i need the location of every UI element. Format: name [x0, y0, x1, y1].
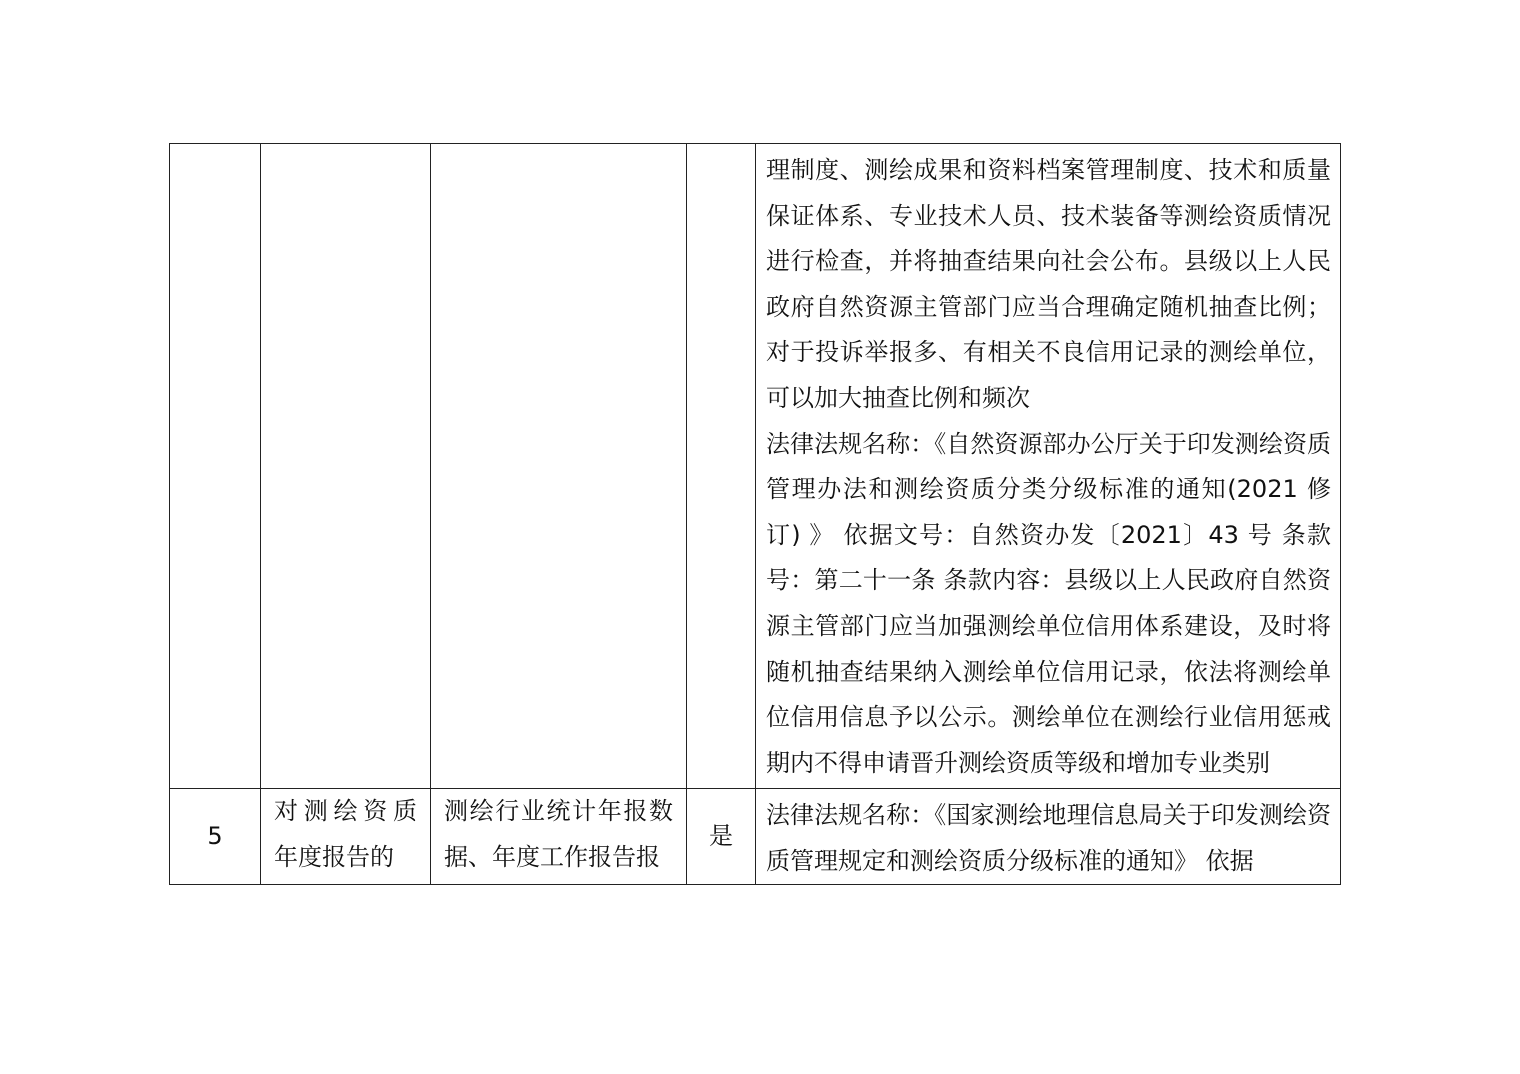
inspection-item-cell	[261, 789, 431, 885]
row-number: 5	[170, 789, 261, 885]
legal-basis-cell	[756, 144, 1341, 789]
inspection-item-text: 对测绘资质年度报告的	[274, 797, 417, 871]
flag-cell-empty	[687, 144, 756, 789]
table-row-5	[170, 789, 1341, 885]
item-cell-empty	[261, 144, 431, 789]
inspection-content-cell	[431, 789, 687, 885]
legal-basis-cell-row5	[756, 789, 1341, 885]
basis-text-row5: 法律法规名称：《国家测绘地理信息局关于印发测绘资质管理规定和测绘资质分级标准的通知》 依据	[766, 801, 1331, 875]
flag-cell: 是	[687, 789, 756, 885]
inspection-items-table	[169, 143, 1341, 885]
basis-paragraph-2: 法律法规名称：《自然资源部办公厅关于印发测绘资质管理办法和测绘资质分类分级标准的通知(2021 修订) 》 依据文号：自然资办发〔2021〕43 号 条款号：第二十一条 条款内容：县级以上人民政府自然资源主管部门应当加强测绘单位信用体系建设，及时将随机抽查结果纳入测绘单位信用记录，依法将测绘单位信用信息予以公示。测绘单位在测绘行业信用惩戒期内不得申请晋升测绘资质等级和增加专业类别	[766, 429, 1331, 777]
basis-paragraph-1: 理制度、测绘成果和资料档案管理制度、技术和质量保证体系、专业技术人员、技术装备等测绘资质情况进行检查，并将抽查结果向社会公布。县级以上人民政府自然资源主管部门应当合理确定随机抽查比例；对于投诉举报多、有相关不良信用记录的测绘单位，可以加大抽查比例和频次	[766, 156, 1331, 412]
content-cell-empty	[431, 144, 687, 789]
table-row-continued	[170, 144, 1341, 789]
inspection-content-text: 测绘行业统计年报数据、年度工作报告报	[444, 797, 673, 871]
number-cell-empty	[170, 144, 261, 789]
